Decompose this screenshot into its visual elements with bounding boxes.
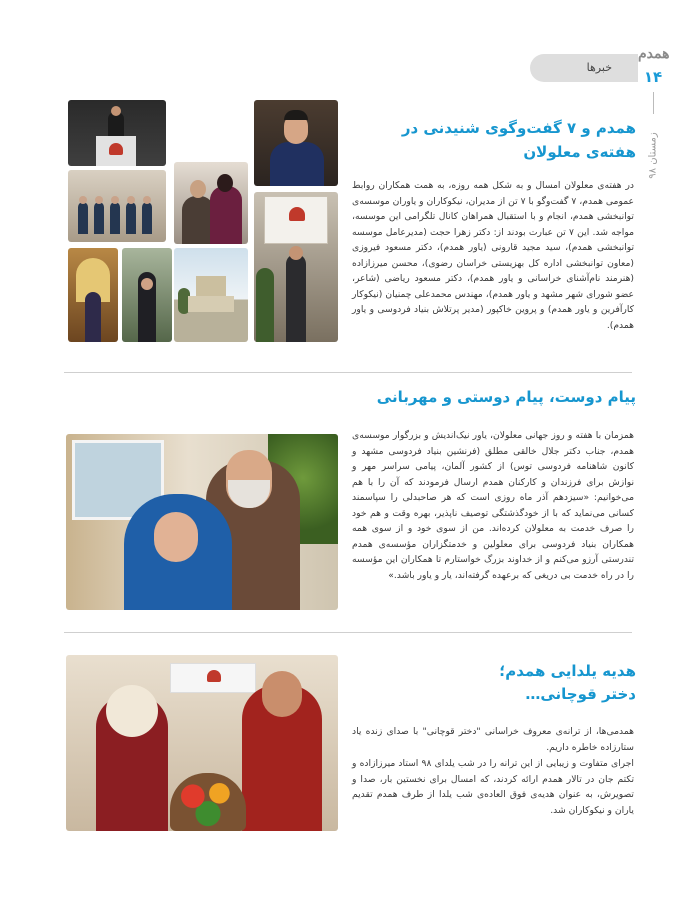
article3-headline (400, 660, 636, 706)
article1-body: در هفته‌ی معلولان امسال و به شکل همه روزه، به همت همکاران روابط عمومی همدم، ۷ گفت‌وگو با ۷ تن از مدیران، نیکوکاران و یاوران موسسه‌ی توانبخشی همدم، انجام و با استقبال همراهان کانال تلگرامی این موسسه، مواجه شد. این ۷ تن عبارت بودند از: دکتر زهرا حجت (مدیرعامل موسسه توانبخشی همدم)، سید مجید قارونی (یاور همدم)، دکتر مسعود فیروزی (معاون توانبخشی اداره کل بهزیستی خراسان رضوی)، محسن میرزازاده (هنرمند نام‌آشنای خراسانی و یاور همدم)، دکتر مسعود ریاضی (شاعر، عضو شورای شهر مشهد و یاور همدم)، مهندس محمدعلی چمنیان (نیکوکار کارآفرین و یاور همدم) و پروین خاکپور (مدیر پرتلاش بنیاد فردوسی و یاور همدم). (352, 180, 635, 331)
magazine-logo: همدم (638, 46, 670, 62)
photo-speaker-at-lectern (68, 100, 166, 166)
section-divider (64, 632, 632, 633)
photo-man-portrait (254, 100, 338, 186)
article2-body: همزمان با هفته و روز جهانی معلولان، یاور نیک‌اندیش و بزرگوار موسسه‌ی همدم، جناب دکتر جلال خالقی مطلق (فرنشین بنیاد فردوسی مشهد و کانون شاهنامه فردوسی توس) از کشور آلمان، پیامی سراسر مهر و نوازش برای فرزندان و کارکنان همدم ارسال فرمودند که آن را با هم می‌خوانیم: «سیزدهم آذر ماه روزی است که هر صاحبدلی را سپاسمند کسانی می‌نماید که با از خودگذشتگی توصیف ناپذیر، بهره وقت و هم خود را صرف خدمت به معلولان کرده‌اند. من از سوی خود و از سوی همه همکاران بنیاد فردوسی برای معلولین و خدمتگزاران مؤسسه‌ی همدم تندرستی آرزو می‌کنم و از خداوند بزرگ خواستارم تا همکاران این مؤسسه را در راه خدمت بی دریغی که برعهده گرفته‌اند، یار و یاور باشد.» (352, 430, 634, 581)
photo-yalda-performance (66, 655, 338, 831)
article3-body-main: اجرای متفاوت و زیبایی از این ترانه را در شب یلدای ۹۸ استاد میرزازاده و تکتم جان در تالار همدم ارائه کردند، که امسال برای نخستین بار، صدا و تصویرش، به عنوان هدیه‌ی فوق العاده‌ی شب یلدا از طرف همدم تقدیم یاران و نیکوکاران شد. (352, 758, 634, 816)
article3-headline-line1: هدیه یلدایی همدم؛ (499, 662, 636, 680)
photo-man-at-shrine (68, 248, 118, 342)
article3-headline-line2: دختر قوچانی… (525, 685, 636, 703)
article2-headline: پیام دوست، پیام دوستی و مهربانی (376, 388, 636, 406)
photo-ferdowsi-tomb (174, 248, 248, 342)
section-divider (64, 372, 632, 373)
section-tab: خبرها (530, 54, 638, 82)
photo-visit-with-girl (66, 434, 338, 610)
photo-woman-outdoors (122, 248, 172, 342)
photo-group-of-women (68, 170, 166, 242)
margin-divider (653, 92, 654, 114)
page-number: ۱۴ (643, 68, 663, 86)
article1-headline: همدم و ۷ گفت‌وگوی شنیدنی در هفته‌ی معلولان (401, 119, 636, 161)
photo-couple (174, 162, 248, 244)
issue-season: زمستان ۹۸ (647, 132, 659, 179)
article3-body-intro: همدمی‌ها، از ترانه‌ی معروف خراسانی "دختر قوچانی" با صدای زنده یاد ستارزاده خاطره داریم. (352, 726, 634, 753)
photo-man-at-institute-sign (254, 192, 338, 342)
